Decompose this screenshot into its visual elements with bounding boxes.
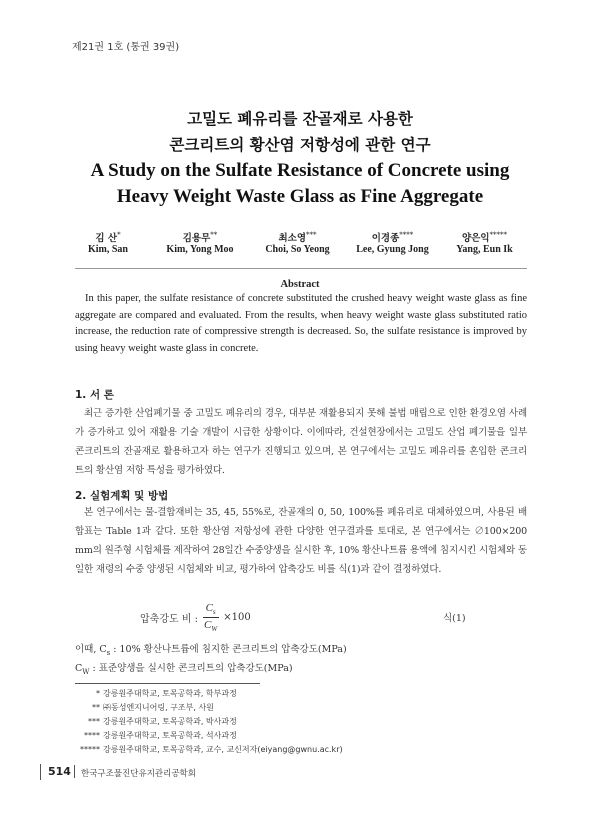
definition-cs: 이때, $C_s$ : 10% 황산나트륨에 침지한 콘크리트의 압축강도(MPa) <box>75 644 347 657</box>
footnote-5: ***** 강릉원주대학교, 토목공학과, 교수, 교신저자(eiyang@gwnu.ac.kr) <box>80 745 343 754</box>
title-korean-line-2: 콘크리트의 황산염 저항성에 관한 연구 <box>169 135 431 154</box>
abstract-heading: Abstract <box>280 279 320 290</box>
authors-divider <box>75 268 527 269</box>
abstract-text: In this paper, the sulfate resistance of concrete substituted the crushed heavy weight waste glass as fine aggregate are compared and evaluated. From the results, when heavy weight waste glass substituted ratio increase, the reduction rate of compressive strength is decreased. So, the sulfate resistance is improved by using heavy weight waste glass in concrete. <box>75 293 527 354</box>
equation-lhs: 압축강도 비 : <box>140 614 199 626</box>
footer-bar <box>40 764 41 780</box>
title-english-line-2: Heavy Weight Waste Glass as Fine Aggregate <box>116 186 484 207</box>
author-name-english: Yang, Eun Ik <box>456 244 513 255</box>
section-1-paragraph: 최근 증가한 산업폐기물 중 고밀도 폐유리의 경우, 대부분 재활용되지 못해 불법 매립으로 인한 환경오염 사례가 증가하고 있어 재활용 기술 개발이 시급한 상황이다. 이에따라, 건설현장에서는 고밀도 산업 폐기물을 일부 콘크리트의 잔골재로 활용하고자 하는 연구가 진행되고 있으며, 본 연구에서는 고밀도 폐유리를 혼입한 콘크리트의 황산염 저항 특성을 평가하였다. <box>75 408 527 476</box>
definition-cw: $C_W$ : 표준양생을 실시한 콘크리트의 압축강도(MPa) <box>75 663 293 676</box>
footnote-2: ** ㈜동성엔지니어링, 구조부, 사원 <box>92 703 214 712</box>
author-name-korean: 김 산* <box>95 230 121 244</box>
author-name-english: Choi, So Yeong <box>265 244 330 255</box>
title-korean-line-1: 고밀도 폐유리를 잔골재로 사용한 <box>187 109 413 128</box>
author-name-korean: 이경종**** <box>371 230 414 244</box>
footer-separator <box>74 765 75 778</box>
volume-header: 제21권 1호 (통권 39권) <box>72 42 180 53</box>
equation-denominator: $C_W$ <box>204 619 218 634</box>
footnote-4: **** 강릉원주대학교, 토목공학과, 석사과정 <box>84 731 237 740</box>
section-1-title: 1. 서 론 <box>75 389 114 401</box>
equation-numerator: $C_s$ <box>203 602 219 618</box>
equation-fraction <box>201 602 220 633</box>
footnote-1: * 강릉원주대학교, 토목공학과, 학부과정 <box>96 689 237 698</box>
section-2-paragraph: 본 연구에서는 물-결합재비는 35, 45, 55%로, 잔골재의 0, 50, 100%를 폐유리로 대체하였으며, 사용된 배합표는 Table 1과 같다. 또한 황산염 저항성에 관한 다양한 연구결과를 토대로, 본 연구에서는 ∅100×200 mm의 원주형 시험체를 제작하여 28일간 수중양생을 실시한 후, 10% 황산나트륨 용액에 침지시킨 시험체와 동일한 재령의 수중 양생된 시험체와 비교, 평가하여 압축강도 비를 식(1)과 같이 결정하였다. <box>75 507 527 575</box>
author-name-english: Kim, San <box>87 244 128 255</box>
section-2-title: 2. 실험계획 및 방법 <box>75 490 169 502</box>
author-name-korean: 김용무** <box>182 230 218 244</box>
equation-rhs: ×100 <box>223 612 251 624</box>
author-2 <box>150 230 250 255</box>
author-name-english: Lee, Gyung Jong <box>356 244 429 255</box>
equation-1 <box>140 602 251 633</box>
equation-number: 식(1) <box>443 613 466 624</box>
section-1-body <box>75 404 527 480</box>
author-5 <box>432 230 537 255</box>
author-name-english: Kim, Yong Moo <box>166 244 234 255</box>
footnote-divider <box>75 683 260 684</box>
author-1 <box>68 230 148 255</box>
footnote-3: *** 강릉원주대학교, 토목공학과, 박사과정 <box>88 717 237 726</box>
page-number: 514 <box>48 765 71 778</box>
author-name-korean: 양은익***** <box>461 230 508 244</box>
title-english-line-1: A Study on the Sulfate Resistance of Concrete using <box>90 160 510 181</box>
journal-name: 한국구조물진단유지관리공학회 <box>81 769 196 779</box>
author-name-korean: 최소영*** <box>278 230 317 244</box>
section-2-body <box>75 503 527 579</box>
